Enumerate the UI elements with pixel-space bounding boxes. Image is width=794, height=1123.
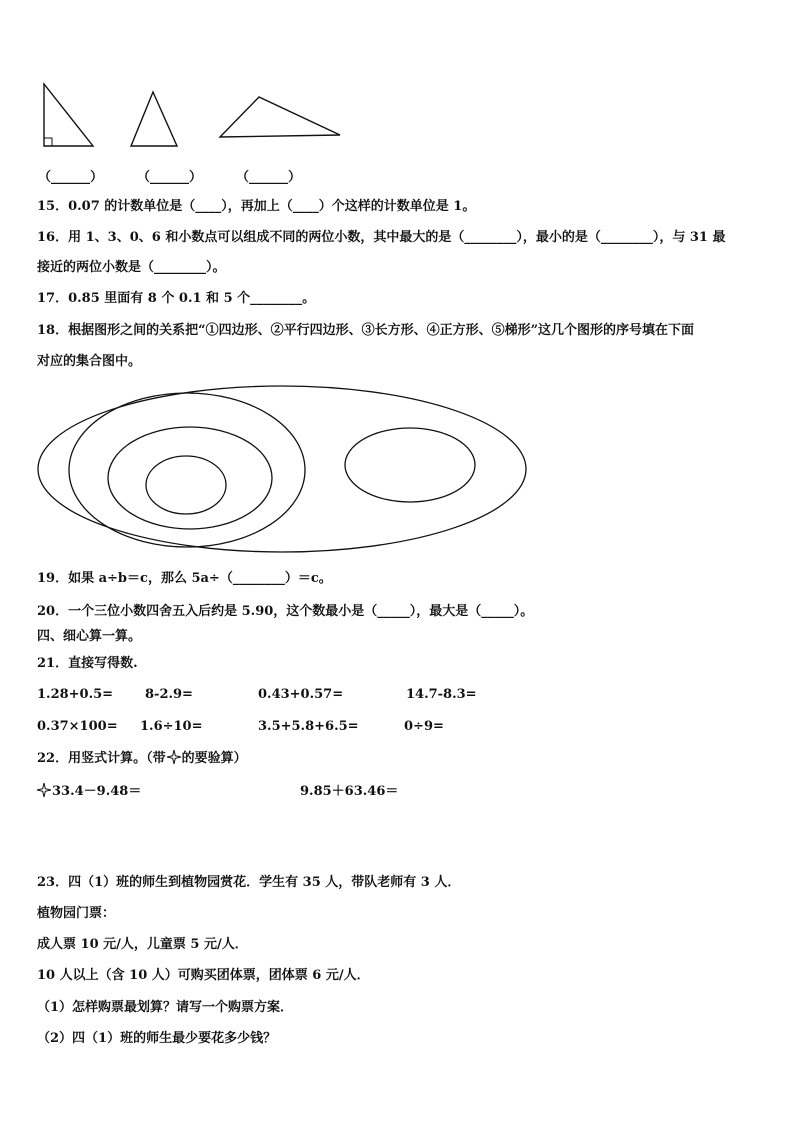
calc-1-4: 14.7-8.3=	[406, 687, 477, 702]
inner-ellipse	[146, 456, 226, 514]
calc-2-3: 3.5+5.8+6.5=	[258, 719, 359, 734]
calc-1-2: 8-2.9=	[145, 687, 193, 702]
question-19: 19．如果 a÷b＝c，那么 5a÷（________）＝c。	[37, 571, 332, 586]
question-17: 17．0.85 里面有 8 个 0.1 和 5 个________。	[37, 291, 316, 306]
question-15: 15．0.07 的计数单位是（____），再加上（____）个这样的计数单位是 1。	[37, 199, 476, 214]
vertical-calc-1	[36, 780, 141, 799]
calc-2-1: 0.37×100=	[37, 719, 118, 734]
triangle-blank-2[interactable]: （______）	[137, 170, 203, 185]
star-icon	[36, 782, 52, 798]
question-23-sub-2: （2）四（1）班的师生最少要花多少钱？	[37, 1031, 277, 1046]
question-23-sub-1: （1）怎样购票最划算？请写一个购票方案．	[37, 1000, 294, 1015]
question-23-line-3: 成人票 10 元/人，儿童票 5 元/人．	[37, 937, 248, 952]
question-22-title-a: 22．用竖式计算。（带	[37, 751, 166, 766]
calc-2-4: 0÷9=	[404, 719, 444, 734]
question-16-line-1: 16．用 1、3、0、6 和小数点可以组成不同的两位小数，其中最大的是（________），最小的是（________），与 31 最	[37, 230, 726, 245]
triangle-blank-3[interactable]: （______）	[236, 170, 302, 185]
question-18-line-2: 对应的集合图中。	[37, 354, 142, 369]
star-icon	[166, 749, 182, 765]
question-22-title-b: 的要验算）	[181, 751, 247, 766]
question-23-line-2: 植物园门票：	[37, 906, 116, 921]
question-22-title	[37, 749, 247, 768]
calc-2-2: 1.6÷10=	[140, 719, 203, 734]
question-23-line-1: 23．四（1）班的师生到植物园赏花．学生有 35 人，带队老师有 3 人．	[37, 875, 461, 890]
vertical-calc-2: 9.85＋63.46＝	[300, 784, 399, 799]
calc-1-1: 1.28+0.5=	[37, 687, 114, 702]
calc-1-3: 0.43+0.57=	[258, 687, 344, 702]
vertical-calc-1-expr: 33.4－9.48＝	[52, 784, 142, 799]
triangle-blank-1[interactable]: （______）	[38, 170, 104, 185]
question-18-line-1: 18．根据图形之间的关系把“①四边形、②平行四边形、③长方形、④正方形、⑤梯形”这几个图形的序号填在下面	[37, 323, 695, 338]
question-20: 20．一个三位小数四舍五入后约是 5.90，这个数最小是（_____），最大是（_____）。	[37, 604, 534, 619]
question-23-line-4: 10 人以上（含 10 人）可购买团体票，团体票 6 元/人．	[37, 968, 370, 983]
section-4-heading: 四、细心算一算。	[37, 629, 142, 644]
question-16-line-2: 接近的两位小数是（________）。	[37, 260, 226, 275]
second-ellipse	[69, 393, 305, 547]
right-ellipse	[345, 428, 475, 502]
question-21-title: 21．直接写得数.	[37, 656, 138, 671]
